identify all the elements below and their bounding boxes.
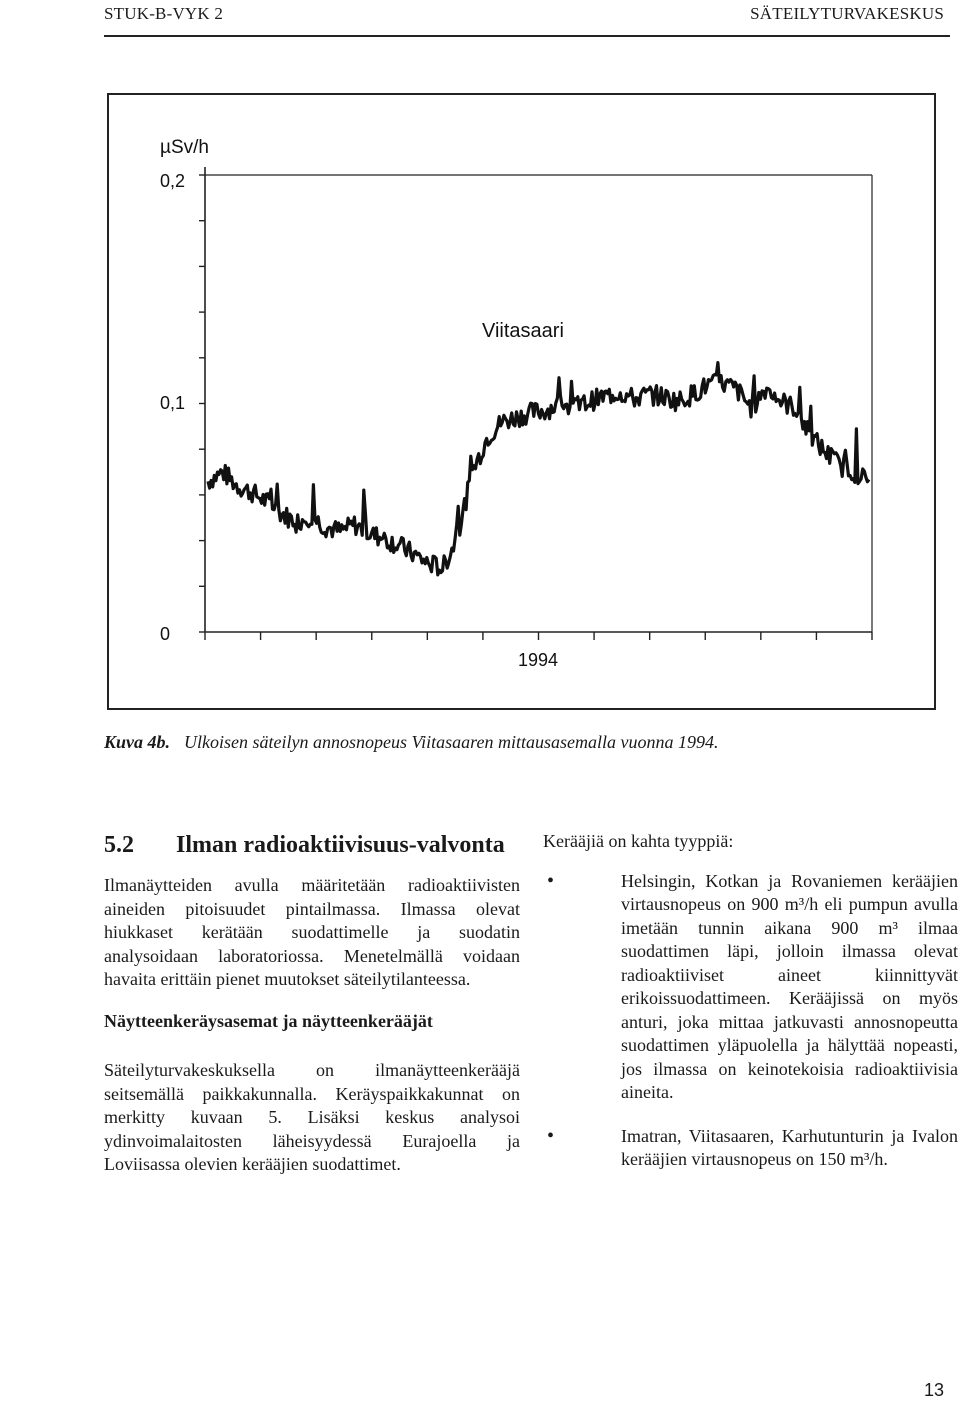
y-tick-label-mid: 0,1 — [160, 393, 186, 413]
series-annotation: Viitasaari — [482, 320, 564, 342]
subheading: Näytteenkeräysasemat ja näytteenkerääjät — [104, 1010, 433, 1031]
section-heading — [104, 830, 520, 860]
y-tick-label-zero: 0 — [160, 624, 171, 644]
figure-caption-label: Kuva 4b. — [104, 732, 171, 752]
left-column — [104, 830, 520, 1195]
section-paragraph-1: Ilmanäytteiden avulla määritetään radioaktiivisten aineiden pitoisuudet pintailmassa. Ilmassa olevat hiukkaset kerätään suodattimelle ja suodatin analysoidaan laboratoriossa. Menetelmällä voidaan havaita erittäin pienet muutokset säteilytilanteessa. — [104, 875, 520, 989]
bullet-text-2: Imatran, Viitasaaren, Karhutunturin ja Ivalon kerääjien virtausnopeus on 150 m³/h. — [621, 1125, 958, 1169]
x-axis-label: 1994 — [518, 650, 559, 670]
y-tick-label-top: 0,2 — [160, 171, 186, 191]
section-number: 5.2 — [104, 832, 134, 858]
bullet-text-1: Helsingin, Kotkan ja Rovaniemen kerääjien virtausnopeus on 900 m³/h eli pumpun avulla imetään tunnin aikana 900 m³ ilmaa suodattimen läpi, jolloin ilmassa olevat radioaktiiviset aineet kiinnittyvät erikoissuodattimeen. Kerääjissä on myös anturi, joka mittaa jatkuvasti annosnopeutta suodattimen yläpuolella ja hälyttää nopeasti, jos ilmassa on keinotekoisia radioaktiivisia aineita. — [621, 870, 958, 1102]
bullet-icon: • — [547, 1124, 555, 1147]
bullet-icon: • — [547, 869, 555, 892]
page-number: 13 — [923, 1380, 944, 1400]
list-item — [543, 1125, 958, 1172]
list-item — [543, 870, 958, 1105]
series-line — [208, 363, 869, 575]
section-paragraph-2: Säteilyturvakeskuksella on ilmanäytteenkerääjä seitsemällä paikkakunnalla. Keräyspaikkakunnat on merkitty kuvaan 5. Lisäksi keskus analysoi ydinvoimalaitosten läheisyydessä Eurajoella ja Loviisassa olevien kerääjien suodattimet. — [104, 1060, 520, 1174]
header-right: SÄTEILYTURVAKESKUS — [750, 4, 944, 23]
figure-caption — [104, 732, 718, 753]
section-title: Ilman radioaktiivisuus-valvonta — [176, 832, 505, 858]
header-left: STUK-B-VYK 2 — [104, 4, 224, 23]
right-column — [543, 830, 958, 1192]
collector-types-intro: Kerääjiä on kahta tyyppiä: — [543, 831, 734, 851]
y-axis-label: µSv/h — [160, 137, 209, 158]
figure-caption-text: Ulkoisen säteilyn annosnopeus Viitasaaren mittausasemalla vuonna 1994. — [184, 732, 719, 752]
